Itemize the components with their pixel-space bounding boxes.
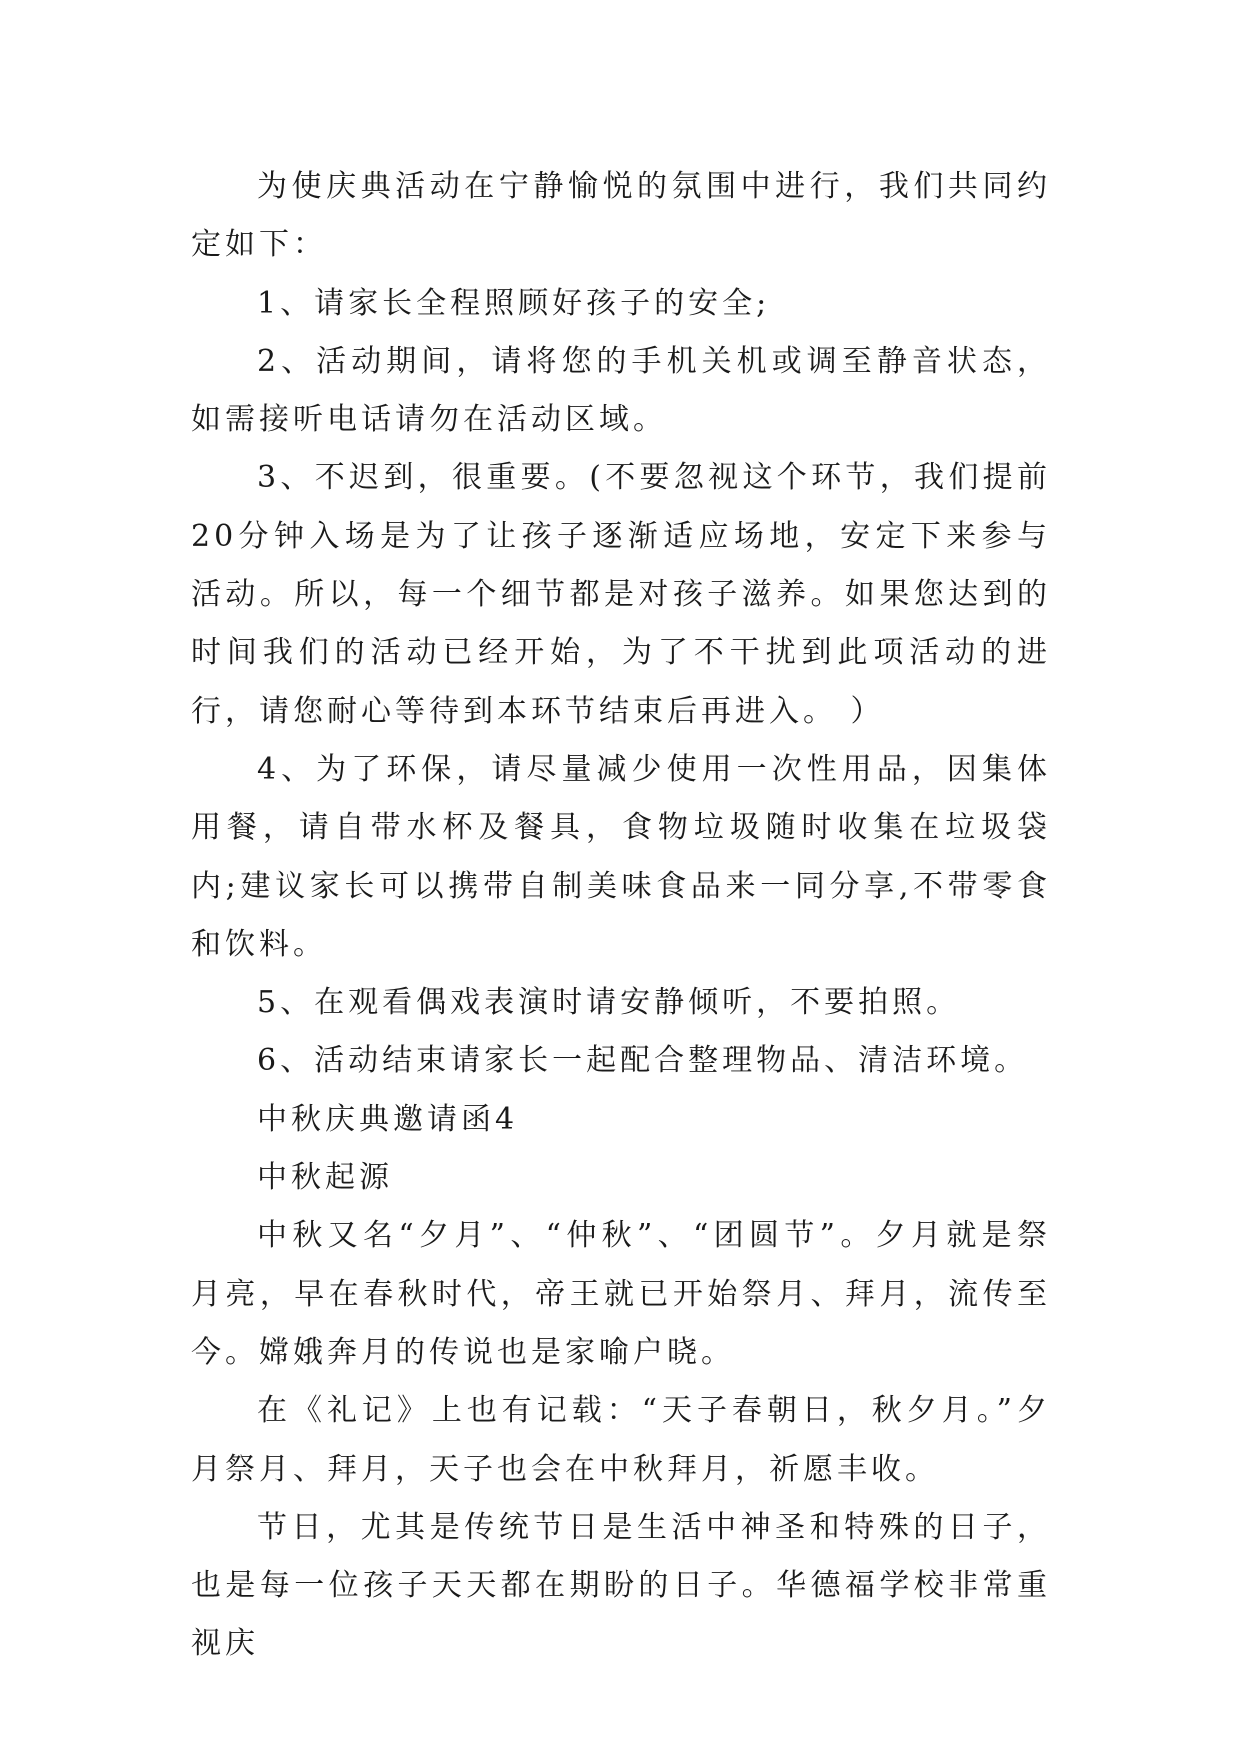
document-body bbox=[191, 158, 1051, 1674]
paragraph-festival: 节日，尤其是传统节日是生活中神圣和特殊的日子，也是每一位孩子天天都在期盼的日子。华德福学校非常重视庆 bbox=[191, 1509, 1051, 1662]
paragraph-rule-6: 6、活动结束请家长一起配合整理物品、清洁环境。 bbox=[257, 1043, 1029, 1079]
subsection-heading: 中秋起源 bbox=[257, 1160, 393, 1196]
section-heading: 中秋庆典邀请函4 bbox=[257, 1101, 519, 1137]
paragraph-liji: 在《礼记》上也有记载：“天子春朝日，秋夕月。”夕月祭月、拜月，天子也会在中秋拜月，祈愿丰收。 bbox=[191, 1393, 1051, 1487]
paragraph-rule-1: 1、请家长全程照顾好孩子的安全; bbox=[257, 285, 771, 321]
paragraph-rule-2: 2、活动期间，请将您的手机关机或调至静音状态，如需接听电话请勿在活动区域。 bbox=[191, 343, 1051, 438]
paragraph-intro: 为使庆典活动在宁静愉悦的氛围中进行，我们共同约定如下： bbox=[191, 169, 1051, 263]
paragraph-rule-3: 3、不迟到，很重要。(不要忽视这个环节，我们提前20分钟入场是为了让孩子逐渐适应场地，安定下来参与活动。所以，每一个细节都是对孩子滋养。如果您达到的时间我们的活动已经开始，为了不干扰到此项活动的进行，请您耐心等待到本环节结束后再进入。 ） bbox=[191, 460, 1051, 729]
paragraph-rule-4: 4、为了环保，请尽量减少使用一次性用品，因集体用餐，请自带水杯及餐具，食物垃圾随时收集在垃圾袋内;建议家长可以携带自制美味食品来一同分享,不带零食和饮料。 bbox=[191, 751, 1051, 962]
paragraph-rule-5: 5、在观看偶戏表演时请安静倾听，不要拍照。 bbox=[257, 985, 961, 1021]
paragraph-origin: 中秋又名“夕月”、“仲秋”、“团圆节”。夕月就是祭月亮，早在春秋时代，帝王就已开始祭月、拜月，流传至今。嫦娥奔月的传说也是家喻户晓。 bbox=[191, 1218, 1051, 1370]
